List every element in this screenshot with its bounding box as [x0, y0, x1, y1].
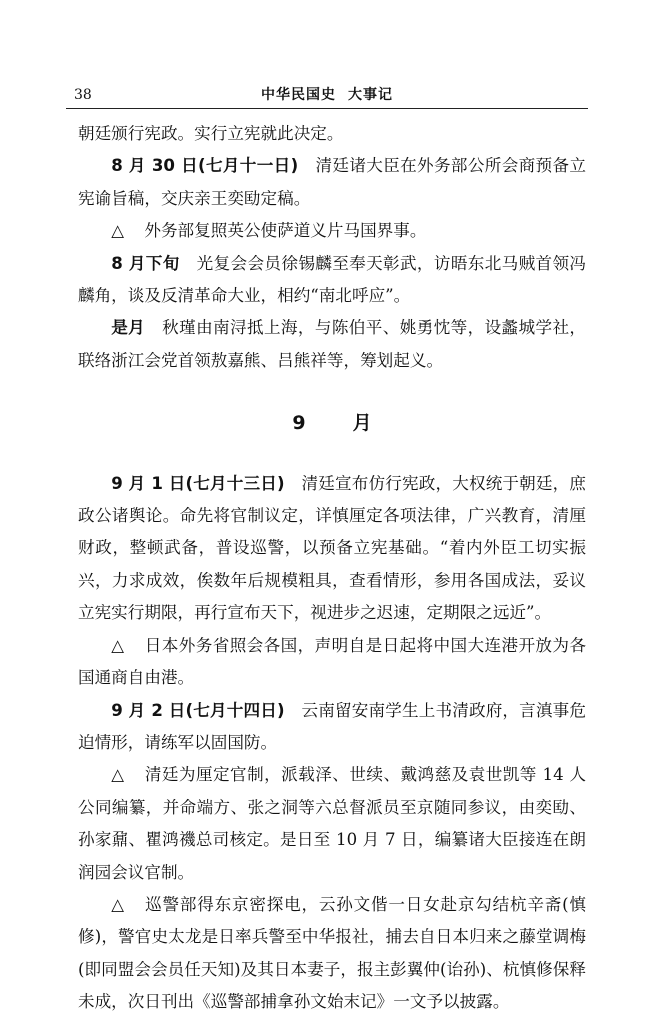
spacer [298, 156, 315, 175]
entry-date: 9 月 2 日(七月十四日) [111, 700, 285, 720]
entries-september [78, 468, 586, 1019]
entry-date: 8 月下旬 [111, 253, 180, 273]
header-rule [66, 108, 588, 109]
entry-text: 朝廷颁行宪政。实行立宪就此决定。 [78, 124, 344, 143]
entry-text: 光复会会员徐锡麟至奉天彰武，访晤东北马贼首领冯麟角，谈及反清革命大业，相约“南北呼应”。 [78, 253, 587, 306]
entry-text: 清廷诸大臣在外务部公所会商预备立宪谕旨稿，交庆亲王奕劻定稿。 [78, 156, 587, 208]
month-heading: 9 月 [292, 412, 386, 435]
spacer [285, 474, 302, 493]
entry-text: 巡警部得东京密探电，云孙文偕一日女赴京勾结杭辛斋(慎修)，警官史太龙是日率兵警至中华报社，捕去自日本归来之藤堂调梅(即同盟会会员任天知)及其日本妻子，报主彭翼仲(诒孙)、杭慎修保释未成，次日刊出《巡警部捕拿孙文始末记》一文予以披露。 [78, 894, 586, 1012]
entry-text: 清廷为厘定官制，派载泽、世续、戴鸿慈及袁世凯等 14 人公同编纂，并命端方、张之洞等六总督派员至京随同参议，由奕劻、孙家鼐、瞿鸿禨总司核定。是日至 10 月 7 日，编纂诸大臣接连在朗润园会议官制。 [78, 765, 586, 882]
triangle-marker-icon: △ [111, 221, 124, 241]
running-title [66, 86, 588, 104]
entry-paragraph [78, 215, 586, 247]
page-body [78, 118, 586, 1019]
page-number: 38 [74, 87, 92, 103]
entry-paragraph [78, 312, 586, 377]
entry-text: 日本外务省照会各国，声明自是日起将中国大连港开放为各国通商自由港。 [78, 635, 586, 688]
entry-paragraph [78, 248, 586, 313]
entry-date: 是月 [111, 318, 146, 338]
entry-text: 清廷宣布仿行宪政，大权统于朝廷，庶政公诸舆论。命先将官制议定，详慎厘定各项法律，广兴教育，清厘财政，整顿武备，普设巡警，以预备立宪基础。“着内外臣工切实振兴，力求成效，俟数年后规模粗具，查看情形，参用各国成法，妥议立宪实行期限，再行宣布天下，视进步之迟速，定期限之远近”。 [78, 473, 587, 623]
spacer [285, 701, 302, 720]
entries-august [78, 118, 586, 377]
entry-paragraph [78, 468, 586, 630]
entry-date: 8 月 30 日(七月十一日) [111, 156, 299, 176]
page-header [66, 86, 588, 108]
entry-paragraph [78, 118, 586, 150]
triangle-marker-icon: △ [111, 765, 124, 785]
spacer [180, 254, 197, 273]
entry-paragraph [78, 695, 586, 760]
triangle-marker-icon: △ [111, 635, 124, 655]
book-title: 中华民国史 [261, 87, 336, 103]
entry-paragraph [78, 759, 586, 889]
spacer [145, 318, 162, 337]
entry-text: 云南留安南学生上书清政府，言滇事危迫情形，请练军以固国防。 [78, 700, 587, 752]
triangle-marker-icon: △ [111, 894, 124, 914]
entry-paragraph [78, 150, 586, 215]
entry-text: 秋瑾由南浔抵上海，与陈伯平、姚勇忱等，设蠡城学社，联络浙江会党首领敖嘉熊、吕熊祥等，筹划起义。 [78, 318, 587, 370]
entry-paragraph [78, 630, 586, 695]
book-subtitle: 大事记 [348, 87, 393, 103]
entry-date: 9 月 1 日(七月十三日) [111, 473, 285, 493]
entry-paragraph [78, 889, 586, 1019]
entry-text: 外务部复照英公使萨道义片马国界事。 [144, 221, 427, 241]
